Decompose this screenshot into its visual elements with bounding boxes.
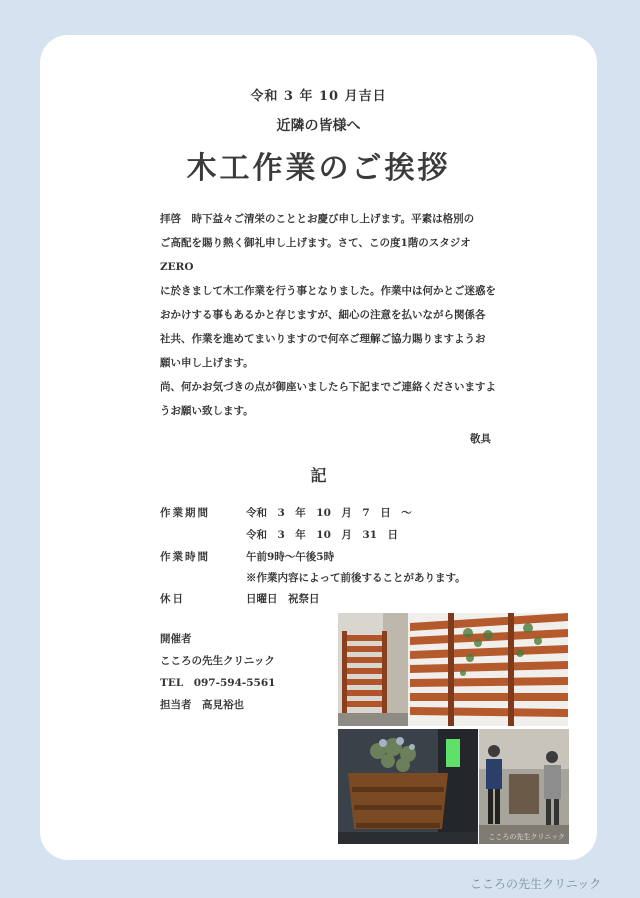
body-line: おかけする事もあるかと存じますが、細心の注意を払いながら関係各	[160, 309, 486, 321]
body-line: 尚、何かお気づきの点が御座いましたら下記までご連絡くださいますよ	[160, 381, 496, 393]
body-line: 社共、作業を進めてまいりますので何卒ご理解ご協力賜りますようお	[160, 333, 486, 345]
notice-card	[40, 35, 597, 860]
holiday-label: 休日	[160, 593, 185, 605]
body-line: に於きまして木工作業を行う事となりました。作業中は何かとご迷惑を	[160, 285, 496, 297]
fence-photo-right	[408, 613, 568, 726]
body-line: うお願い致します。	[160, 405, 254, 417]
body-line: 拝啓 時下益々ご清栄のこととお慶び申し上げます。平素は格別の	[160, 213, 475, 225]
planter-box-photo	[338, 729, 478, 844]
work-period-end: 令和 3 年 10 月 31 日	[246, 529, 399, 541]
work-period-start: 令和 3 年 10 月 7 日 ～	[246, 507, 412, 519]
workers-photo	[479, 729, 569, 844]
host-name: こころの先生クリニック	[160, 655, 275, 667]
body-line: 願い申し上げます。	[160, 357, 254, 369]
host-tel: TEL 097-594-5561	[160, 677, 276, 689]
host-contact: 担当者 高見裕也	[160, 699, 244, 711]
clinic-caption: こころの先生クリニック	[470, 877, 602, 891]
work-hours-label: 作業時間	[160, 551, 210, 563]
fence-photo-left	[338, 613, 408, 726]
ki-heading: 記	[310, 466, 327, 485]
work-hours: 午前9時～午後5時	[246, 551, 335, 563]
page-title: 木工作業のご挨拶	[186, 151, 451, 186]
greeting: 近隣の皆様へ	[276, 118, 361, 134]
closing-keigu: 敬具	[470, 433, 491, 445]
host-label: 開催者	[160, 633, 192, 645]
holiday: 日曜日 祝祭日	[246, 593, 320, 605]
photo-watermark: こころの先生クリニック	[488, 833, 565, 841]
work-period-label: 作業期間	[160, 507, 210, 519]
work-hours-note: ※作業内容によって前後することがあります。	[246, 572, 466, 584]
body-line: ご高配を賜り熱く御礼申し上げます。さて、この度1階のスタジオZERO	[160, 237, 471, 273]
host-info	[160, 628, 275, 716]
notice-body	[160, 207, 500, 423]
notice-date: 令和 3 年 10 月吉日	[250, 89, 387, 104]
